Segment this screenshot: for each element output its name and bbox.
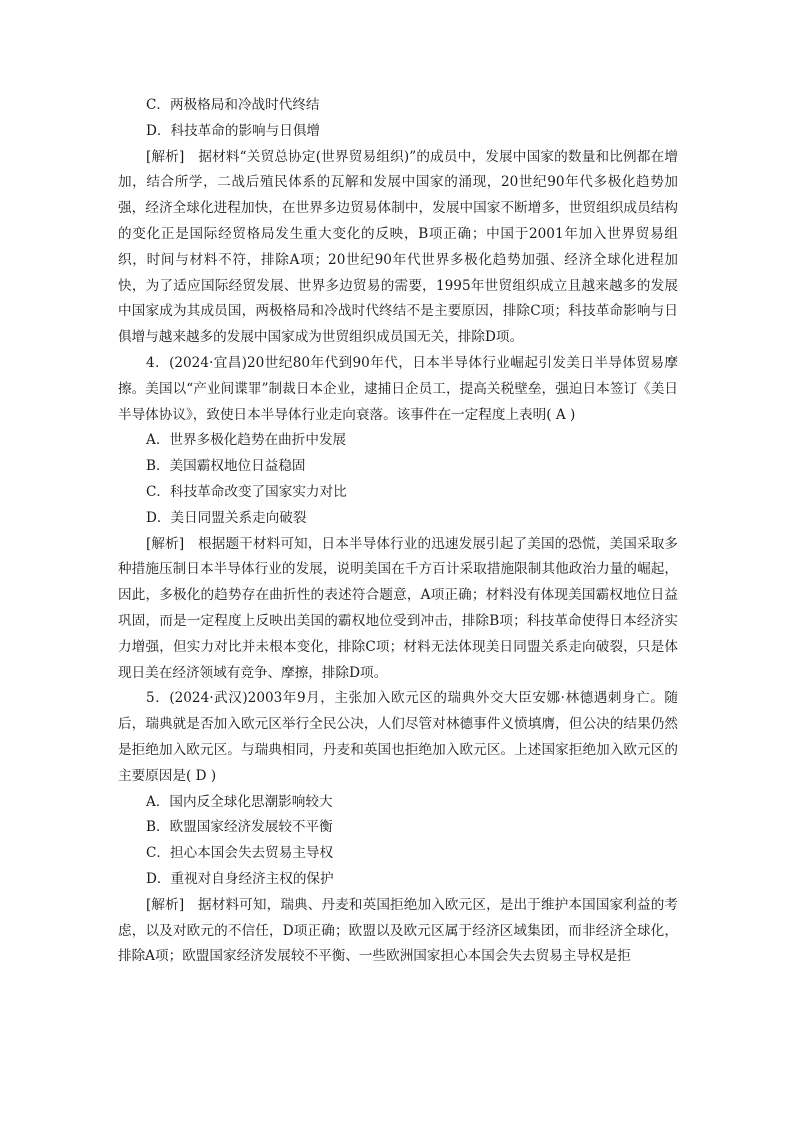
q5-option-c: C．担心本国会失去贸易主导权	[146, 845, 334, 862]
q5-analysis-label: [解析]	[146, 896, 185, 913]
q5-analysis	[118, 893, 678, 970]
q4-option-d: D．美日同盟关系走向破裂	[146, 509, 307, 526]
q5-stem: 5．(2024·武汉)2003年9月，主张加入欧元区的瑞典外交大臣安娜·林德遇刺身亡。随后，瑞典就是否加入欧元区举行全民公决，人们尽管对林德事件义愤填膺，但公决的结果仍然是拒绝加入欧元区。与瑞典相同，丹麦和英国也拒绝加入欧元区。上述国家拒绝加入欧元区的主要原因是( D )	[118, 690, 678, 784]
q4-analysis	[118, 532, 678, 687]
q4-analysis-text: 根据题干材料可知，日本半导体行业的迅速发展引起了美国的恐慌，美国采取多种措施压制日本半导体行业的发展，说明美国在千方百计采取措施限制其他政治力量的崛起，因此，多极化的趋势存在曲折性的表述符合题意，A项正确；材料没有体现美国霸权地位日益巩固，而是一定程度上反映出美国的霸权地位受到冲击，排除B项；科技革命使得日本经济实力增强，但实力对比并未根本变化，排除C项；材料无法体现美日同盟关系走向破裂，只是体现日美在经济领域有竞争、摩擦，排除D项。	[118, 535, 679, 681]
q4-option-b: B．美国霸权地位日益稳固	[146, 458, 306, 475]
q5-analysis-text: 据材料可知，瑞典、丹麦和英国拒绝加入欧元区，是出于维护本国国家利益的考虑，以及对欧元的不信任，D项正确；欧盟以及欧元区属于经济区域集团，而非经济全球化，排除A项；欧盟国家经济发展较不平衡、一些欧洲国家担心本国会失去贸易主导权是拒	[118, 896, 679, 965]
q4-option-c: C．科技革命改变了国家实力对比	[146, 483, 347, 500]
q3-analysis-label: [解析]	[146, 148, 185, 165]
q3-option-c: C．两极格局和冷战时代终结	[146, 97, 320, 113]
q4-analysis-label: [解析]	[146, 535, 185, 552]
q3-analysis	[118, 145, 678, 351]
q3-option-d: D．科技革命的影响与日俱增	[146, 122, 321, 139]
q4-stem: 4．(2024·宜昌)20世纪80年代到90年代，日本半导体行业崛起引发美日半导体贸易摩擦。美国以“产业间谍罪”制裁日本企业，逮捕日企员工，提高关税壁垒，强迫日本签订《美日半导体协议》，致使日本半导体行业走向衰落。该事件在一定程度上表明( A )	[118, 354, 678, 423]
q3-analysis-text: 据材料“关贸总协定(世界贸易组织)”的成员中，发展中国家的数量和比例都在增加，结合所学，二战后殖民体系的瓦解和发展中国家的涌现，20世纪90年代多极化趋势加强，经济全球化进程加快，在世界多边贸易体制中，发展中国家不断增多，世贸组织成员结构的变化正是国际经贸格局发生重大变化的反映，B项正确；中国于2001年加入世界贸易组织，时间与材料不符，排除A项；20世纪90年代世界多极化趋势加强、经济全球化进程加快，为了适应国际经贸发展、世界多边贸易的需要，1995年世贸组织成立且越来越多的发展中国家成为其成员国，两极格局和冷战时代终结不是主要原因，排除C项；科技革命影响与日俱增与越来越多的发展中国家成为世贸组织成员国无关，排除D项。	[118, 148, 678, 346]
q4-option-a: A．世界多极化趋势在曲折中发展	[146, 432, 347, 449]
q5-option-a: A．国内反全球化思潮影响较大	[146, 793, 333, 810]
q5-option-b: B．欧盟国家经济发展较不平衡	[146, 819, 333, 836]
q5-option-d: D．重视对自身经济主权的保护	[146, 870, 334, 887]
question-content	[118, 93, 678, 970]
